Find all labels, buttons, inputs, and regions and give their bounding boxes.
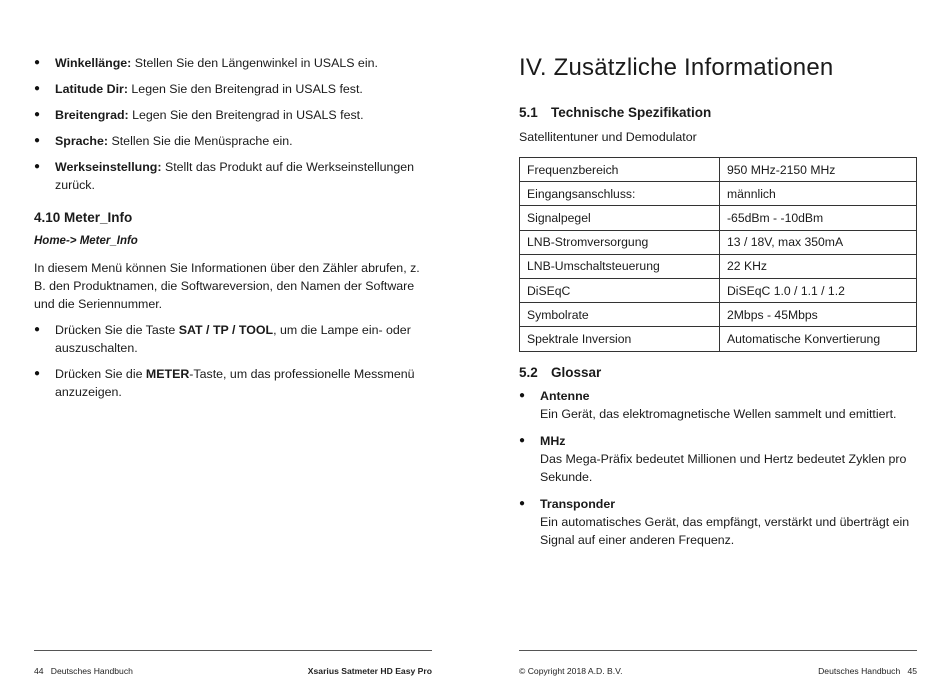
footer-left [34,666,133,676]
list-item: ● Antenne Ein Gerät, das elektromagnetische Wellen sammelt und emittiert. [519,387,917,423]
spec-intro: Satellitentuner und Demodulator [519,130,697,144]
menu-path: Home-> Meter_Info [34,235,138,247]
description-paragraph: In diesem Menü können Sie Informationen über den Zähler abrufen, z. B. den Produktnamen, die Softwareversion, den Namen der Software und die Seriennummer. [34,261,420,311]
left-page [34,0,432,682]
footer-divider [519,650,917,651]
list-item: ● MHz Das Mega-Präfix bedeutet Millionen und Hertz bedeutet Zyklen pro Sekunde. [519,432,917,486]
glossary-list [519,387,917,558]
footer-right [818,666,917,676]
table-row: Spektrale Inversion Automatische Konvertierung [520,327,917,351]
table-row: Eingangsanschluss: männlich [520,182,917,206]
table-row: LNB-Umschaltsteuerung 22 KHz [520,254,917,278]
table-row: DiSEqC DiSEqC 1.0 / 1.1 / 1.2 [520,278,917,302]
spec-table [519,157,917,352]
list-item: ● Werkseinstellung: Stellt das Produkt auf die Werkseinstellungen zurück. [34,158,432,194]
glossary-section-title: 5.2 Glossar [519,365,602,380]
chapter-heading: IV. Zusätzliche Informationen [519,54,834,81]
footer-product: Xsarius Satmeter HD Easy Pro [307,666,432,676]
settings-list [34,54,432,202]
list-item: ● Drücken Sie die Taste SAT / TP / TOOL, um die Lampe ein- oder auszuschalten. [34,321,432,357]
list-item: ● Transponder Ein automatisches Gerät, das empfängt, verstärkt und überträgt ein Signal auf einer anderen Frequenz. [519,495,917,549]
list-item: ● Sprache: Stellen Sie die Menüsprache ein. [34,132,432,150]
table-row: Frequenzbereich 950 MHz-2150 MHz [520,158,917,182]
table-row: Symbolrate 2Mbps - 45Mbps [520,303,917,327]
list-item: ● Drücken Sie die METER-Taste, um das professionelle Messmenü anzuzeigen. [34,365,432,401]
footer-label: Deutsches Handbuch [818,666,901,676]
footer-divider [34,650,432,651]
list-item: ● Breitengrad: Legen Sie den Breitengrad in USALS fest. [34,106,432,124]
page-number: 45 [907,666,917,676]
table-row: LNB-Stromversorgung 13 / 18V, max 350mA [520,230,917,254]
table-row: Signalpegel -65dBm - -10dBm [520,206,917,230]
section-title: 4.10 Meter_Info [34,210,133,225]
list-item: ● Latitude Dir: Legen Sie den Breitengrad in USALS fest. [34,80,432,98]
page-number: 44 [34,666,44,676]
footer-copyright: © Copyright 2018 A.D. B.V. [519,666,623,676]
footer-label: Deutsches Handbuch [50,666,133,676]
right-page [519,0,917,682]
spec-section-title: 5.1 Technische Spezifikation [519,105,712,120]
list-item: ● Winkellänge: Stellen Sie den Längenwinkel in USALS ein. [34,54,432,72]
action-list [34,321,432,409]
